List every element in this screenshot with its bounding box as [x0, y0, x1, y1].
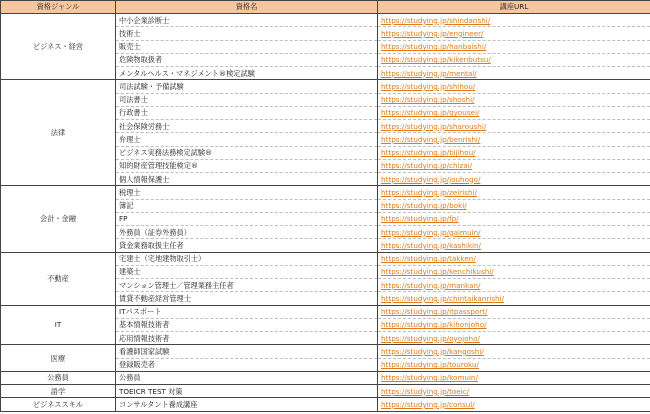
course-url-cell [378, 292, 650, 305]
genre-cell: 語学 [1, 385, 116, 398]
qualification-name: 行政書士 [116, 106, 378, 119]
qualification-name: 貸金業務取扱主任者 [116, 239, 378, 252]
table-row [1, 252, 650, 265]
course-url-cell [378, 27, 650, 40]
course-url-cell [378, 53, 650, 66]
course-url-cell [378, 173, 650, 186]
course-url-link[interactable]: https://studying.jp/consul/ [381, 399, 475, 409]
course-url-link[interactable]: https://studying.jp/mankan/ [381, 280, 481, 290]
header-name: 資格名 [116, 1, 378, 14]
genre-cell: ビジネス・経営 [1, 14, 116, 80]
qualification-name: 応用情報技術者 [116, 332, 378, 345]
course-url-cell [378, 120, 650, 133]
course-url-link[interactable]: https://studying.jp/jouhogo/ [381, 174, 481, 184]
qualification-name: 中小企業診断士 [116, 14, 378, 27]
course-url-link[interactable]: https://studying.jp/chintaikanrishi/ [381, 293, 505, 303]
course-url-link[interactable]: https://studying.jp/komuin/ [381, 373, 478, 383]
qualification-name: 賃貸不動産経営管理士 [116, 292, 378, 305]
genre-cell: 公務員 [1, 371, 116, 384]
course-url-cell [378, 40, 650, 53]
qualification-name: 社会保険労務士 [116, 120, 378, 133]
table-body [1, 14, 650, 412]
course-url-cell [378, 398, 650, 411]
course-url-link[interactable]: https://studying.jp/shoshi/ [381, 95, 475, 105]
course-url-link[interactable]: https://studying.jp/gaimuin/ [381, 227, 481, 237]
qualification-name: 建築士 [116, 265, 378, 278]
qualification-name: 看護師国家試験 [116, 345, 378, 358]
course-url-link[interactable]: https://studying.jp/benrishi/ [381, 134, 481, 144]
course-url-link[interactable]: https://studying.jp/gyousei/ [381, 108, 480, 118]
qualification-name: コンサルタント養成講座 [116, 398, 378, 411]
qualification-name: 公務員 [116, 371, 378, 384]
header-genre: 資格ジャンル [1, 1, 116, 14]
course-url-cell [378, 265, 650, 278]
course-url-cell [378, 358, 650, 371]
table-row [1, 371, 650, 384]
course-url-link[interactable]: https://studying.jp/toeic/ [381, 386, 470, 396]
qualification-name: 簿記 [116, 199, 378, 212]
course-url-link[interactable]: https://studying.jp/kangoshi/ [381, 346, 484, 356]
course-url-cell [378, 159, 650, 172]
qualification-name: 知的財産管理技能検定® [116, 159, 378, 172]
table-row [1, 14, 650, 27]
course-url-link[interactable]: https://studying.jp/engineer/ [381, 28, 484, 38]
course-url-cell [378, 133, 650, 146]
qualification-name: 基本情報技術者 [116, 318, 378, 331]
table-row [1, 345, 650, 358]
qualification-name: ビジネス実務法務検定試験® [116, 146, 378, 159]
header-row [1, 1, 650, 14]
qualification-name: 危険物取扱者 [116, 53, 378, 66]
qualification-name: 技術士 [116, 27, 378, 40]
course-url-link[interactable]: https://studying.jp/kenchikushi/ [381, 267, 494, 277]
course-url-link[interactable]: https://studying.jp/sharoushi/ [381, 121, 487, 131]
course-url-cell [378, 371, 650, 384]
course-url-link[interactable]: https://studying.jp/chizai/ [381, 161, 473, 171]
course-url-link[interactable]: https://studying.jp/mental/ [381, 68, 477, 78]
course-url-cell [378, 239, 650, 252]
table-row [1, 186, 650, 199]
genre-cell: 医療 [1, 345, 116, 372]
course-url-link[interactable]: https://studying.jp/zeirishi/ [381, 187, 477, 197]
table-row [1, 385, 650, 398]
course-url-cell [378, 252, 650, 265]
qualification-name: 司法書士 [116, 93, 378, 106]
qualification-name: 個人情報保護士 [116, 173, 378, 186]
qualification-name: 登録販売者 [116, 358, 378, 371]
genre-cell: 不動産 [1, 252, 116, 305]
course-url-link[interactable]: https://studying.jp/hanbaishi/ [381, 42, 487, 52]
genre-cell: ビジネススキル [1, 398, 116, 411]
course-url-link[interactable]: https://studying.jp/kashikin/ [381, 240, 481, 250]
course-url-cell [378, 186, 650, 199]
qualification-name: マンション管理士／管理業務主任者 [116, 279, 378, 292]
table-row [1, 398, 650, 411]
qualification-name: メンタルヘルス・マネジメント®検定試験 [116, 67, 378, 80]
course-url-link[interactable]: https://studying.jp/takken/ [381, 254, 476, 264]
qualification-name: 税理士 [116, 186, 378, 199]
qualification-name: 外務員（証券外務員） [116, 226, 378, 239]
course-url-cell [378, 106, 650, 119]
course-url-cell [378, 305, 650, 318]
qualification-name: 弁理士 [116, 133, 378, 146]
genre-cell: 会計・金融 [1, 186, 116, 252]
course-url-link[interactable]: https://studying.jp/touroku/ [381, 360, 479, 370]
table-row [1, 80, 650, 93]
course-url-cell [378, 80, 650, 93]
course-url-cell [378, 385, 650, 398]
course-url-cell [378, 345, 650, 358]
qualification-name: 司法試験・予備試験 [116, 80, 378, 93]
qualification-name: 宅建士（宅地建物取引士） [116, 252, 378, 265]
course-url-link[interactable]: https://studying.jp/shindanshi/ [381, 15, 491, 25]
course-url-cell [378, 93, 650, 106]
qualification-name: TOEICR TEST 対策 [116, 385, 378, 398]
course-url-cell [378, 14, 650, 27]
course-url-link[interactable]: https://studying.jp/boki/ [381, 201, 467, 211]
course-url-link[interactable]: https://studying.jp/shihou/ [381, 81, 476, 91]
course-url-link[interactable]: https://studying.jp/itpassport/ [381, 307, 488, 317]
course-url-cell [378, 332, 650, 345]
course-url-cell [378, 67, 650, 80]
course-url-cell [378, 199, 650, 212]
genre-cell: 法律 [1, 80, 116, 186]
course-url-cell [378, 318, 650, 331]
qualification-name: ITパスポート [116, 305, 378, 318]
header-url: 講座URL [378, 1, 650, 14]
course-url-cell [378, 226, 650, 239]
table-row [1, 305, 650, 318]
course-url-link[interactable]: https://studying.jp/kikenbutsu/ [381, 55, 491, 65]
course-url-link[interactable]: https://studying.jp/kihonjoho/ [381, 320, 487, 330]
qualification-name: 販売士 [116, 40, 378, 53]
course-url-link[interactable]: https://studying.jp/oyojoho/ [381, 333, 480, 343]
course-url-link[interactable]: https://studying.jp/fp/ [381, 214, 459, 224]
genre-cell: IT [1, 305, 116, 345]
course-url-cell [378, 146, 650, 159]
course-url-link[interactable]: https://studying.jp/bijihou/ [381, 148, 476, 158]
course-url-cell [378, 279, 650, 292]
qualification-name: FP [116, 212, 378, 225]
course-url-cell [378, 212, 650, 225]
